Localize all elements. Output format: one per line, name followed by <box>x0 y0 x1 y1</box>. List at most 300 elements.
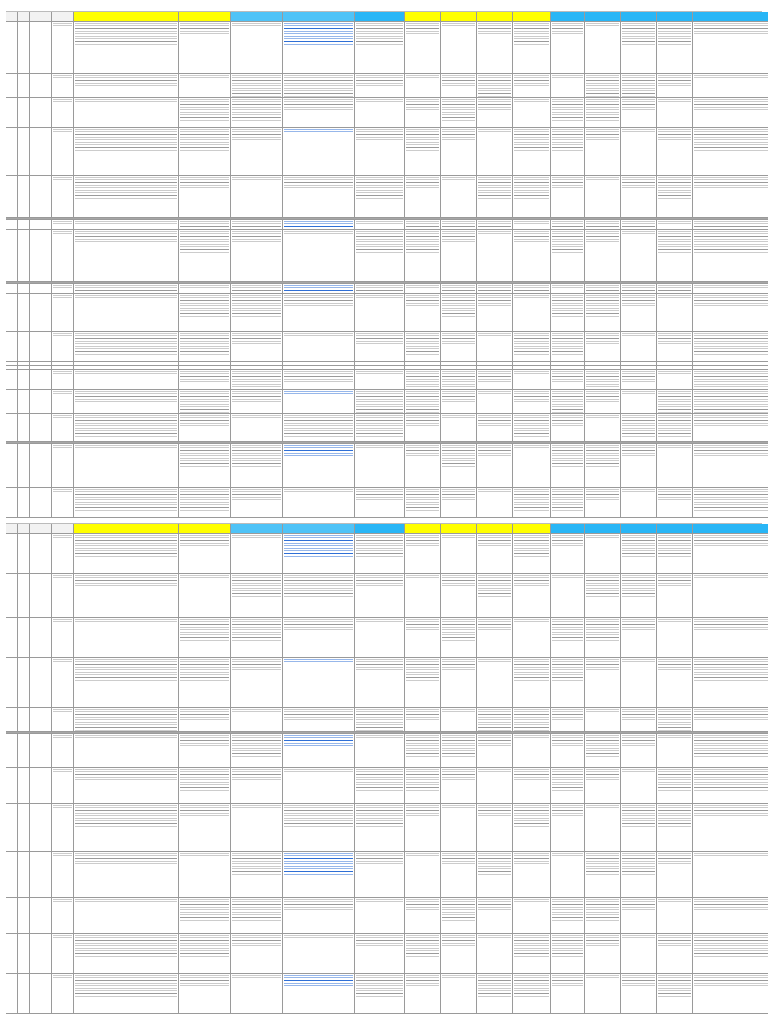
table-cell <box>657 176 693 218</box>
row-label-cell <box>30 230 52 282</box>
table-cell <box>477 618 513 658</box>
header-cell <box>513 12 551 22</box>
table-cell <box>179 734 231 768</box>
row-label-cell <box>18 534 30 574</box>
table-cell <box>477 852 513 898</box>
table-cell <box>551 898 585 934</box>
table-cell <box>621 658 657 708</box>
table-cell <box>74 618 179 658</box>
row-label-cell <box>18 332 30 362</box>
table-cell <box>693 284 768 294</box>
row-label-cell <box>6 488 18 518</box>
header-cell <box>231 12 283 22</box>
table-cell <box>179 74 231 98</box>
row-label-cell <box>30 370 52 390</box>
table-cell <box>74 98 179 128</box>
header-cell <box>74 524 179 534</box>
row-label-cell <box>6 658 18 708</box>
row-label-cell <box>30 768 52 804</box>
row-label-cell <box>30 974 52 1014</box>
table-cell <box>585 488 621 518</box>
row-label-cell <box>6 974 18 1014</box>
table-cell <box>693 708 768 732</box>
row-label-cell <box>6 22 18 74</box>
table-cell <box>657 230 693 282</box>
table-cell <box>355 414 405 442</box>
table-cell <box>585 934 621 974</box>
row-label-cell <box>18 804 30 852</box>
table-cell <box>74 294 179 332</box>
table-cell <box>179 852 231 898</box>
table-cell <box>441 230 477 282</box>
table-cell <box>693 294 768 332</box>
row-label-cell <box>52 934 74 974</box>
table-cell <box>551 22 585 74</box>
table-cell <box>179 284 231 294</box>
row-label-cell <box>18 444 30 488</box>
row-label-cell <box>52 898 74 934</box>
row-label-cell <box>18 98 30 128</box>
table-cell <box>231 934 283 974</box>
table-cell <box>477 220 513 230</box>
table-cell <box>513 534 551 574</box>
table-cell <box>231 390 283 414</box>
table-cell <box>405 898 441 934</box>
table-cell <box>441 332 477 362</box>
table-cell <box>179 974 231 1014</box>
table-cell <box>693 488 768 518</box>
row-label-cell <box>6 74 18 98</box>
table-cell <box>74 974 179 1014</box>
table-cell <box>657 534 693 574</box>
table-cell <box>585 284 621 294</box>
row-label-cell <box>6 390 18 414</box>
table-cell <box>405 390 441 414</box>
row-label-cell <box>30 658 52 708</box>
row-label-cell <box>52 332 74 362</box>
table-cell <box>355 370 405 390</box>
table-cell <box>231 22 283 74</box>
row-label-cell <box>30 574 52 618</box>
row-label-cell <box>18 898 30 934</box>
table-cell <box>513 414 551 442</box>
table-cell <box>405 176 441 218</box>
table-cell <box>585 804 621 852</box>
table-cell <box>551 332 585 362</box>
table-cell <box>179 220 231 230</box>
table-cell <box>551 98 585 128</box>
table-cell <box>551 390 585 414</box>
table-cell <box>179 414 231 442</box>
table-cell <box>657 898 693 934</box>
table-cell <box>657 618 693 658</box>
row-label-cell <box>30 852 52 898</box>
table-cell <box>477 708 513 732</box>
row-label-cell <box>6 574 18 618</box>
table-cell <box>585 734 621 768</box>
table-cell <box>585 220 621 230</box>
requirements-table <box>6 12 762 518</box>
table-cell <box>355 898 405 934</box>
table-cell <box>283 708 355 732</box>
table-cell <box>405 734 441 768</box>
row-label-cell <box>6 734 18 768</box>
table-cell <box>551 230 585 282</box>
table-cell <box>693 22 768 74</box>
table-cell <box>477 574 513 618</box>
row-label-cell <box>52 444 74 488</box>
table-cell <box>657 658 693 708</box>
table-cell <box>693 574 768 618</box>
table-cell <box>405 414 441 442</box>
table-cell <box>283 658 355 708</box>
table-cell <box>551 74 585 98</box>
table-cell <box>231 414 283 442</box>
table-cell <box>621 574 657 618</box>
row-label-cell <box>30 934 52 974</box>
table-cell <box>283 488 355 518</box>
row-label-cell <box>18 414 30 442</box>
row-label-cell <box>30 534 52 574</box>
row-label-cell <box>52 176 74 218</box>
table-cell <box>405 804 441 852</box>
table-cell <box>405 22 441 74</box>
row-label-cell <box>52 708 74 732</box>
header-cell <box>621 12 657 22</box>
table-cell <box>513 898 551 934</box>
table-cell <box>621 768 657 804</box>
table-cell <box>74 898 179 934</box>
row-label-cell <box>52 98 74 128</box>
table-cell <box>179 128 231 176</box>
row-label-cell <box>18 658 30 708</box>
table-cell <box>283 370 355 390</box>
table-cell <box>621 390 657 414</box>
row-label-cell <box>52 974 74 1014</box>
table-cell <box>405 768 441 804</box>
table-cell <box>657 22 693 74</box>
table-cell <box>477 414 513 442</box>
table-cell <box>231 852 283 898</box>
table-cell <box>283 852 355 898</box>
table-cell <box>585 128 621 176</box>
row-label-cell <box>18 618 30 658</box>
table-cell <box>585 22 621 74</box>
table-cell <box>405 74 441 98</box>
table-cell <box>355 658 405 708</box>
table-cell <box>693 618 768 658</box>
table-cell <box>179 488 231 518</box>
table-cell <box>283 898 355 934</box>
table-cell <box>74 734 179 768</box>
table-cell <box>405 708 441 732</box>
header-cell <box>179 12 231 22</box>
header-cell <box>693 524 768 534</box>
table-cell <box>657 414 693 442</box>
table-cell <box>283 294 355 332</box>
table-cell <box>74 414 179 442</box>
table-cell <box>441 898 477 934</box>
table-cell <box>693 98 768 128</box>
table-cell <box>179 574 231 618</box>
table-cell <box>405 370 441 390</box>
table-cell <box>513 22 551 74</box>
table-cell <box>657 768 693 804</box>
table-cell <box>693 658 768 708</box>
table-cell <box>179 804 231 852</box>
row-label-cell <box>18 176 30 218</box>
table-cell <box>513 734 551 768</box>
table-cell <box>477 658 513 708</box>
table-cell <box>179 22 231 74</box>
table-cell <box>179 768 231 804</box>
row-label-cell <box>18 974 30 1014</box>
row-label-cell <box>18 22 30 74</box>
table-cell <box>657 804 693 852</box>
table-cell <box>283 230 355 282</box>
table-cell <box>657 444 693 488</box>
table-cell <box>355 22 405 74</box>
header-cell <box>657 524 693 534</box>
table-cell <box>355 294 405 332</box>
table-cell <box>551 734 585 768</box>
table-cell <box>693 804 768 852</box>
header-cell <box>30 524 52 534</box>
table-cell <box>74 176 179 218</box>
table-cell <box>657 128 693 176</box>
table-cell <box>657 74 693 98</box>
row-label-cell <box>18 852 30 898</box>
table-cell <box>283 332 355 362</box>
table-cell <box>693 734 768 768</box>
table-cell <box>283 734 355 768</box>
table-cell <box>477 804 513 852</box>
row-label-cell <box>6 414 18 442</box>
table-cell <box>355 220 405 230</box>
table-cell <box>74 22 179 74</box>
table-cell <box>657 488 693 518</box>
table-cell <box>441 128 477 176</box>
header-cell <box>283 524 355 534</box>
table-cell <box>657 332 693 362</box>
table-cell <box>657 294 693 332</box>
row-label-cell <box>6 618 18 658</box>
table-cell <box>585 974 621 1014</box>
row-label-cell <box>6 230 18 282</box>
table-cell <box>693 934 768 974</box>
table-cell <box>551 658 585 708</box>
row-label-cell <box>18 230 30 282</box>
table-cell <box>179 370 231 390</box>
table-cell <box>477 898 513 934</box>
row-label-cell <box>30 128 52 176</box>
row-label-cell <box>30 98 52 128</box>
table-cell <box>355 734 405 768</box>
table-cell <box>477 444 513 488</box>
table-cell <box>513 294 551 332</box>
table-cell <box>551 534 585 574</box>
table-cell <box>74 708 179 732</box>
row-label-cell <box>6 332 18 362</box>
table-cell <box>405 294 441 332</box>
header-cell <box>551 524 585 534</box>
table-cell <box>513 574 551 618</box>
row-label-cell <box>6 444 18 488</box>
header-cell <box>52 12 74 22</box>
table-cell <box>283 534 355 574</box>
table-cell <box>585 230 621 282</box>
table-cell <box>621 934 657 974</box>
table-cell <box>513 618 551 658</box>
table-cell <box>441 934 477 974</box>
table-cell <box>477 294 513 332</box>
table-cell <box>231 74 283 98</box>
table-cell <box>283 128 355 176</box>
row-label-cell <box>6 768 18 804</box>
table-cell <box>441 658 477 708</box>
row-label-cell <box>30 74 52 98</box>
row-label-cell <box>18 284 30 294</box>
table-cell <box>477 974 513 1014</box>
row-label-cell <box>18 708 30 732</box>
table-cell <box>657 370 693 390</box>
row-label-cell <box>30 220 52 230</box>
table-cell <box>283 74 355 98</box>
table-cell <box>621 74 657 98</box>
table-cell <box>231 230 283 282</box>
table-cell <box>355 768 405 804</box>
table-cell <box>621 414 657 442</box>
table-cell <box>585 444 621 488</box>
table-cell <box>355 618 405 658</box>
table-cell <box>621 708 657 732</box>
row-label-cell <box>6 284 18 294</box>
table-cell <box>551 294 585 332</box>
table-cell <box>355 74 405 98</box>
table-cell <box>585 390 621 414</box>
row-label-cell <box>18 128 30 176</box>
table-cell <box>551 804 585 852</box>
table-cell <box>283 934 355 974</box>
table-cell <box>621 230 657 282</box>
header-cell <box>52 524 74 534</box>
table-cell <box>441 534 477 574</box>
table-cell <box>657 708 693 732</box>
row-label-cell <box>52 414 74 442</box>
row-label-cell <box>18 390 30 414</box>
table-cell <box>441 804 477 852</box>
header-cell <box>657 12 693 22</box>
row-label-cell <box>52 804 74 852</box>
table-cell <box>74 284 179 294</box>
table-cell <box>179 230 231 282</box>
table-cell <box>477 370 513 390</box>
table-cell <box>441 370 477 390</box>
row-label-cell <box>6 708 18 732</box>
table-cell <box>441 220 477 230</box>
table-cell <box>621 974 657 1014</box>
table-cell <box>513 658 551 708</box>
table-cell <box>231 898 283 934</box>
table-cell <box>231 220 283 230</box>
table-cell <box>621 488 657 518</box>
row-label-cell <box>18 370 30 390</box>
table-cell <box>551 370 585 390</box>
header-cell <box>551 12 585 22</box>
table-cell <box>513 488 551 518</box>
table-cell <box>283 574 355 618</box>
table-cell <box>441 768 477 804</box>
table-cell <box>477 98 513 128</box>
table-cell <box>74 74 179 98</box>
table-cell <box>405 332 441 362</box>
table-cell <box>355 284 405 294</box>
table-cell <box>551 934 585 974</box>
row-label-cell <box>18 74 30 98</box>
row-label-cell <box>6 534 18 574</box>
table-cell <box>74 768 179 804</box>
table-cell <box>355 444 405 488</box>
table-cell <box>551 488 585 518</box>
table-cell <box>513 220 551 230</box>
table-cell <box>283 176 355 218</box>
row-label-cell <box>52 370 74 390</box>
table-cell <box>441 852 477 898</box>
header-cell <box>355 524 405 534</box>
table-cell <box>477 128 513 176</box>
row-label-cell <box>6 128 18 176</box>
row-label-cell <box>6 898 18 934</box>
table-cell <box>231 974 283 1014</box>
table-cell <box>621 284 657 294</box>
table-cell <box>283 390 355 414</box>
table-cell <box>693 852 768 898</box>
row-label-cell <box>6 934 18 974</box>
table-cell <box>74 534 179 574</box>
row-label-cell <box>30 488 52 518</box>
table-cell <box>693 974 768 1014</box>
table-cell <box>513 98 551 128</box>
table-cell <box>405 658 441 708</box>
table-cell <box>513 444 551 488</box>
row-label-cell <box>18 574 30 618</box>
table-cell <box>231 294 283 332</box>
table-cell <box>283 804 355 852</box>
table-cell <box>231 708 283 732</box>
table-cell <box>585 414 621 442</box>
table-cell <box>441 284 477 294</box>
table-cell <box>551 284 585 294</box>
table-cell <box>477 734 513 768</box>
header-cell <box>405 524 441 534</box>
table-cell <box>621 98 657 128</box>
table-cell <box>441 74 477 98</box>
row-label-cell <box>52 734 74 768</box>
table-cell <box>74 390 179 414</box>
header-cell <box>355 12 405 22</box>
table-cell <box>441 390 477 414</box>
table-cell <box>441 176 477 218</box>
table-cell <box>179 98 231 128</box>
table-cell <box>355 128 405 176</box>
table-cell <box>283 974 355 1014</box>
header-cell <box>30 12 52 22</box>
table-cell <box>405 220 441 230</box>
table-cell <box>355 176 405 218</box>
row-label-cell <box>6 804 18 852</box>
table-cell <box>513 768 551 804</box>
table-cell <box>585 852 621 898</box>
